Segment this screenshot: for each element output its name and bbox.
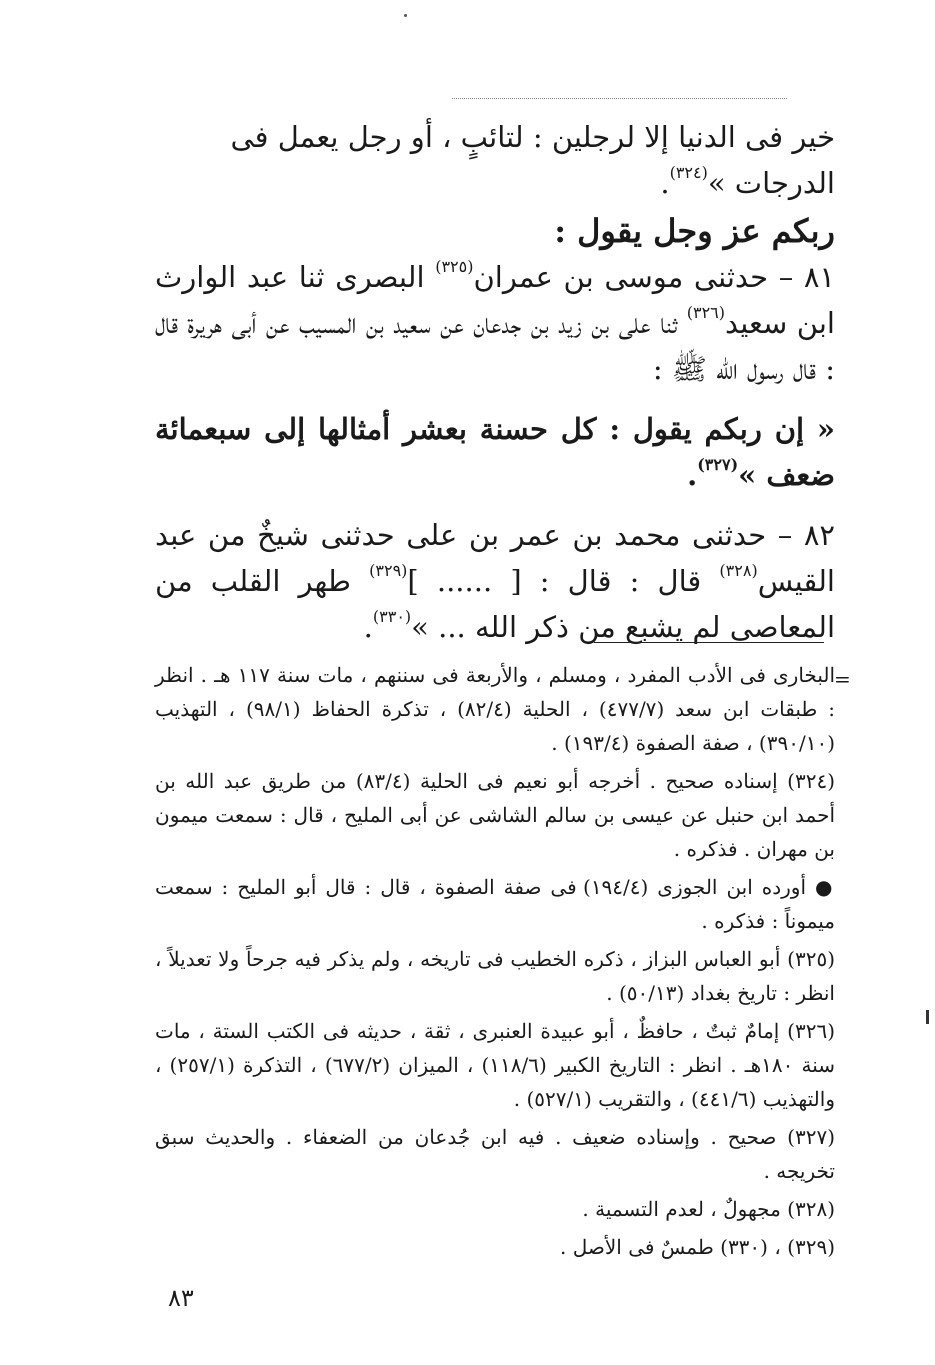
hadith-81-a: ٨١ – حدثنى موسى بن عمران: [473, 260, 835, 294]
footnote-325: (٣٢٥) أبو العباس البزاز ، ذكره الخطيب فى تاريخه ، ولم يذكر فيه جرحاً ولا تعديلاً ، انظر : تاريخ بغداد (٥٠/١٣) .: [155, 947, 835, 1005]
quote-text: « إن ربكم يقول : كل حسنة بعشر أمثالها إلى سبعمائة ضعف »: [155, 412, 835, 492]
scan-edge-mark: [926, 1010, 929, 1024]
footnote-continued: البخارى فى الأدب المفرد ، ومسلم ، والأربعة فى سننهم ، مات سنة ١١٧ هـ . انظر : طبقات ابن سعد (٤٧٧/٧) ، الحلية (٨٢/٤) ، تذكرة الحفاظ (٩٨/١) ، التهذيب (٣٩٠/١٠) ، صفة الصفوة (١٩٣/٤) .: [155, 663, 836, 755]
hadith-82-b: قال : قال : [ ...... ]: [407, 564, 720, 598]
footnote-ref-327: (٣٢٧): [697, 455, 739, 475]
hadith-82: ٨٢ – حدثنى محمد بن عمر بن على حدثنى شيخٌ من عبد القيس$^{(٣٢٨)}$ قال : قال : [ ...... ]$^{(٣٢٩)}$ طهر القلب من المعاصى لم يشبع من ذكر الله ... »$^{(٣٣٠)}$.: [155, 518, 835, 644]
page-number: ٨٣: [168, 1284, 194, 1312]
footnote-328: (٣٢٨) مجهولٌ ، لعدم التسمية .: [582, 1197, 835, 1221]
line-2-text: الدرجات »: [707, 166, 835, 200]
footnote-ref-326: (٣٢٦): [686, 303, 726, 323]
footnote-ref-328: (٣٢٨): [719, 561, 758, 581]
section-heading: ربكم عز وجل يقول :: [554, 212, 835, 250]
footnote-separator: [594, 642, 824, 643]
footnote-ref-330: (٣٣٠): [372, 607, 412, 627]
line-1: خير فى الدنيا إلا لرجلين : لتائبٍ ، أو رجل يعمل فى: [230, 120, 835, 154]
main-text: [155, 114, 835, 650]
footnote-324: (٣٢٤) إسناده صحيح . أخرجه أبو نعيم فى الحلية (٨٣/٤) من طريق عبد الله بن أحمد ابن حنبل عن عيسى بن سالم الشاشى عن أبى المليح ، قال : سمعت ميمون بن مهران . فذكره .: [155, 769, 835, 861]
hadith-81: [155, 254, 835, 392]
footnote-ref-324: (٣٢٤): [669, 163, 708, 183]
footnote-329-330: (٣٢٩) ، (٣٣٠) طمسٌ فى الأصل .: [560, 1235, 835, 1259]
footnotes: [155, 658, 835, 1268]
scan-speck: [404, 14, 407, 17]
footnote-ref-325: (٣٢٥): [435, 257, 474, 277]
footnote-326: (٣٢٦) إمامٌ ثبتٌ ، حافظٌ ، أبو عبيدة العنبرى ، ثقة ، حديثه فى الكتب الستة ، مات سنة ١٨٠هـ . انظر : التاريخ الكبير (١١٨/٦) ، الميزان (٦٧٧/٢) ، التذكرة (٢٥٧/١) ، والتهذيب (٤٤١/٦) ، والتقريب (٥٢٧/١) .: [155, 1019, 836, 1111]
footnote-327: (٣٢٧) صحيح . وإسناده ضعيف . فيه ابن جُدعان من الضعفاء . والحديث سبق تخريجه .: [155, 1125, 835, 1183]
hadith-quote: « إن ربكم يقول : كل حسنة بعشر أمثالها إلى سبعمائة ضعف »$^{(٣٢٧)}$.: [155, 412, 835, 492]
top-rule: [452, 98, 787, 99]
footnote-ref-329: (٣٢٩): [369, 561, 408, 581]
hadith-82-c: طهر القلب من المعاصى لم يشبع من ذكر الله ... »: [155, 564, 835, 644]
hadith-82-a: ٨٢ – حدثنى محمد بن عمر بن على حدثنى شيخٌ من عبد القيس: [155, 518, 835, 598]
hadith-81-c: ثنا على بن زيد بن جدعان عن سعيد بن المسيب عن أبى هريرة قال : قال رسول الله ﷺ :: [155, 306, 835, 386]
line-2: الدرجات »$^{(٣٢٤)}$.: [660, 163, 835, 200]
hadith-81-b: البصرى ثنا عبد الوارث ابن سعيد: [155, 260, 835, 340]
footnote-continuation-mark: =: [834, 667, 851, 691]
footnote-324-addendum: ● أورده ابن الجوزى (١٩٤/٤) فى صفة الصفوة ، قال : قال أبو المليح : سمعت ميموناً : فذكره .: [155, 875, 835, 933]
